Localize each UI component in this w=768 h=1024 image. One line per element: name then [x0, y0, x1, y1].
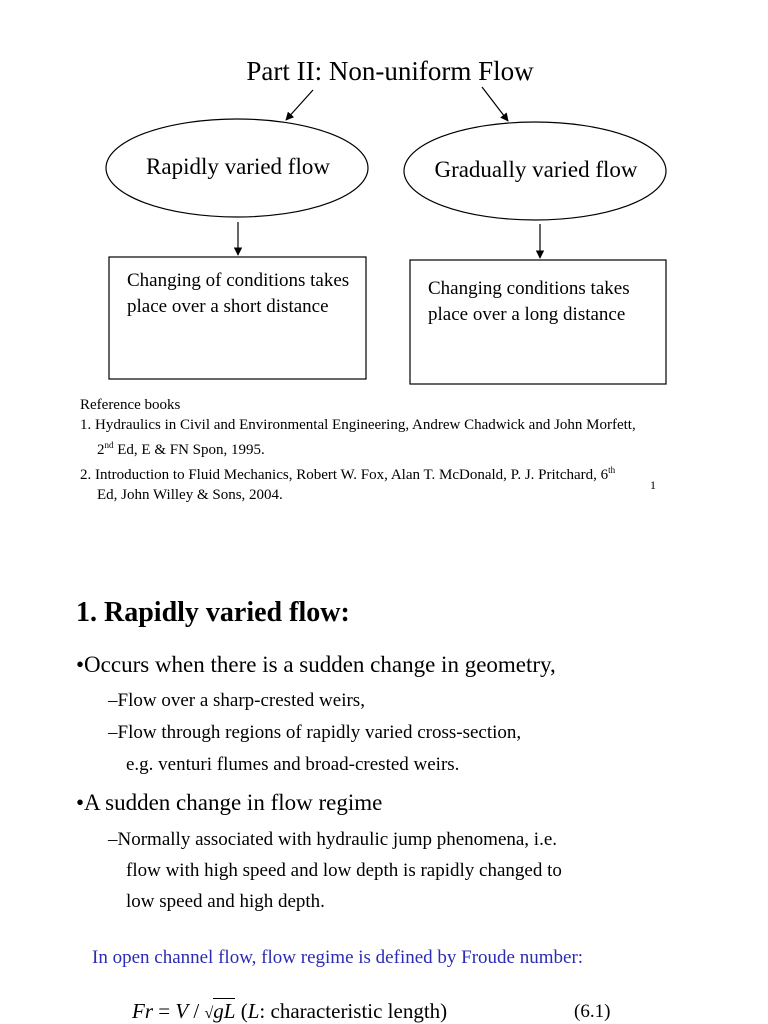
froude-note: In open channel flow, flow regime is defined by Froude number:: [92, 947, 584, 968]
sub-bullet-hydraulic-jump-cont2: low speed and high depth.: [126, 891, 325, 912]
reference-2-line-1: 2. Introduction to Fluid Mechanics, Robert W. Fox, Alan T. McDonald, P. J. Pritchard, 6th: [80, 465, 616, 483]
froude-formula: Fr = V / √gL (L: characteristic length): [132, 999, 448, 1023]
reference-list: [80, 395, 720, 505]
long-distance-text: Changing conditions takes place over a long distance: [428, 278, 630, 325]
reference-1-line-1: 1. Hydraulics in Civil and Environmental Engineering, Andrew Chadwick and John Morfett,: [80, 417, 636, 433]
section-heading: 1. Rapidly varied flow:: [76, 597, 350, 628]
gradually-varied-label: Gradually varied flow: [434, 157, 638, 182]
reference-2-line-2: Ed, John Willey & Sons, 2004.: [97, 487, 283, 503]
short-distance-text: Changing of conditions takes place over a short distance: [127, 270, 350, 317]
reference-heading: Reference books: [80, 397, 181, 413]
bullet-regime-change: •A sudden change in flow regime: [76, 790, 383, 815]
arrow-title-to-right: [482, 87, 508, 121]
page-number: 1: [650, 478, 656, 492]
rapidly-varied-label: Rapidly varied flow: [146, 154, 330, 179]
sub-bullet-cross-section: –Flow through regions of rapidly varied cross-section,: [108, 722, 522, 743]
reference-1-line-2: 2nd Ed, E & FN Spon, 1995.: [97, 440, 265, 458]
sqrt-sign: √: [204, 1005, 214, 1022]
sub-bullet-hydraulic-jump: –Normally associated with hydraulic jump phenomena, i.e.: [108, 829, 558, 850]
sub-bullet-weirs: –Flow over a sharp-crested weirs,: [108, 690, 365, 711]
sub-bullet-hydraulic-jump-cont1: flow with high speed and low depth is rapidly changed to: [126, 860, 562, 881]
sub-bullet-cross-section-cont: e.g. venturi flumes and broad-crested weirs.: [126, 754, 460, 775]
bullet-geometry-change: •Occurs when there is a sudden change in geometry,: [76, 652, 556, 677]
arrow-title-to-left: [286, 90, 313, 120]
slide-title: Part II: Non-uniform Flow: [246, 56, 534, 86]
equation-number: (6.1): [574, 1001, 611, 1022]
